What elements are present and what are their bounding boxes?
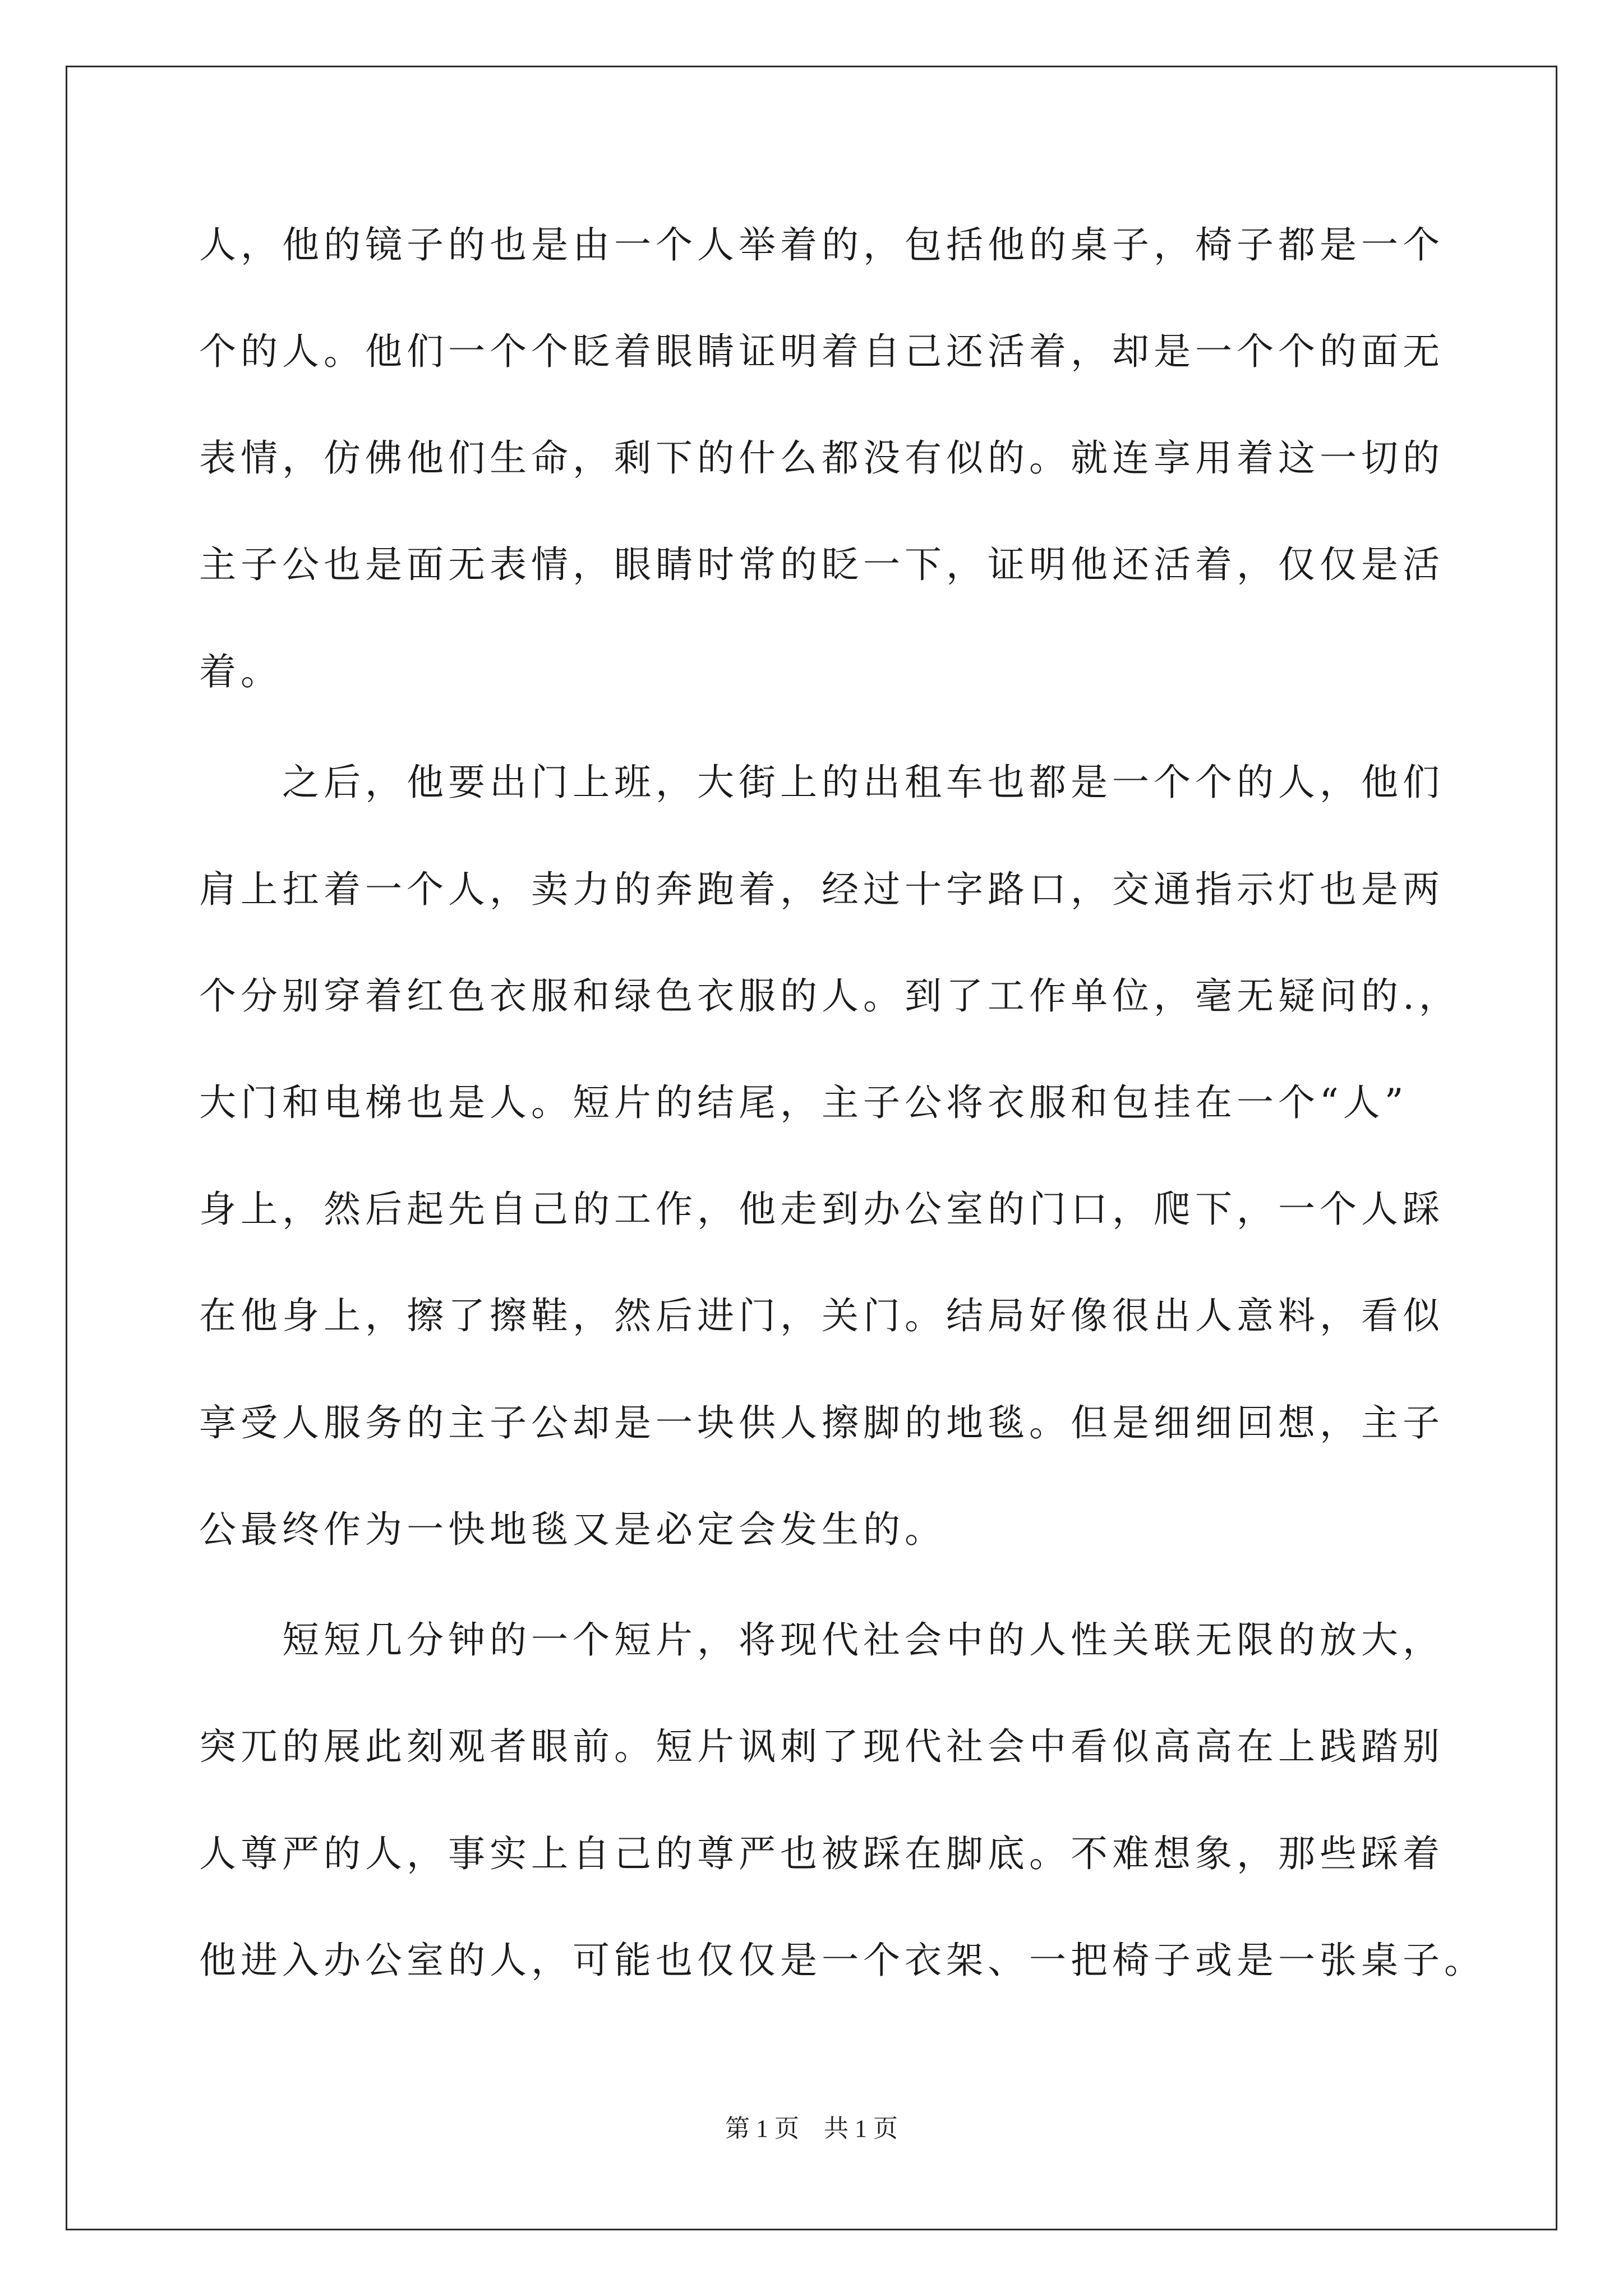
page-border [66, 66, 1557, 2230]
text-line: 人，他的镜子的也是由一个人举着的，包括他的桌子，椅子都是一个 [199, 223, 1444, 266]
text-line: 享受人服务的主子公却是一块供人擦脚的地毯。但是细细回想，主子 [199, 1401, 1444, 1444]
text-line: 在他身上，擦了擦鞋，然后进门，关门。结局好像很出人意料，看似 [199, 1294, 1444, 1337]
page-number: 第 1 页 共 1 页 [725, 2115, 898, 2142]
text-line: 突兀的展此刻观者眼前。短片讽刺了现代社会中看似高高在上践踏别 [199, 1725, 1444, 1768]
text-line: 个分别穿着红色衣服和绿色衣服的人。到了工作单位，毫无疑问的.， [199, 974, 1460, 1018]
text-line: 人尊严的人，事实上自己的尊严也被踩在脚底。不难想象，那些踩着 [199, 1832, 1444, 1875]
text-line: 他进入办公室的人，可能也仅仅是一个衣架、一把椅子或是一张桌子。 [199, 1939, 1486, 1982]
text-line: 主子公也是面无表情，眼睛时常的眨一下，证明他还活着，仅仅是活 [199, 543, 1444, 586]
text-line: 公最终作为一快地毯又是必定会发生的。 [199, 1508, 946, 1551]
page-footer [0, 2112, 1623, 2146]
text-line: 身上，然后起先自己的工作，他走到办公室的门口，爬下，一个人踩 [199, 1188, 1444, 1231]
text-line: 个的人。他们一个个眨着眼睛证明着自己还活着，却是一个个的面无 [199, 330, 1444, 373]
text-line: 短短几分钟的一个短片，将现代社会中的人性关联无限的放大， [199, 1618, 1444, 1662]
text-line: 之后，他要出门上班，大街上的出租车也都是一个个的人，他们 [199, 761, 1444, 804]
text-line: 着。 [199, 650, 282, 693]
text-line: 大门和电梯也是人。短片的结尾，主子公将衣服和包挂在一个“人” [199, 1081, 1408, 1124]
text-line: 表情，仿佛他们生命，剩下的什么都没有似的。就连享用着这一切的 [199, 436, 1444, 480]
text-line: 肩上扛着一个人，卖力的奔跑着，经过十字路口，交通指示灯也是两 [199, 868, 1444, 911]
